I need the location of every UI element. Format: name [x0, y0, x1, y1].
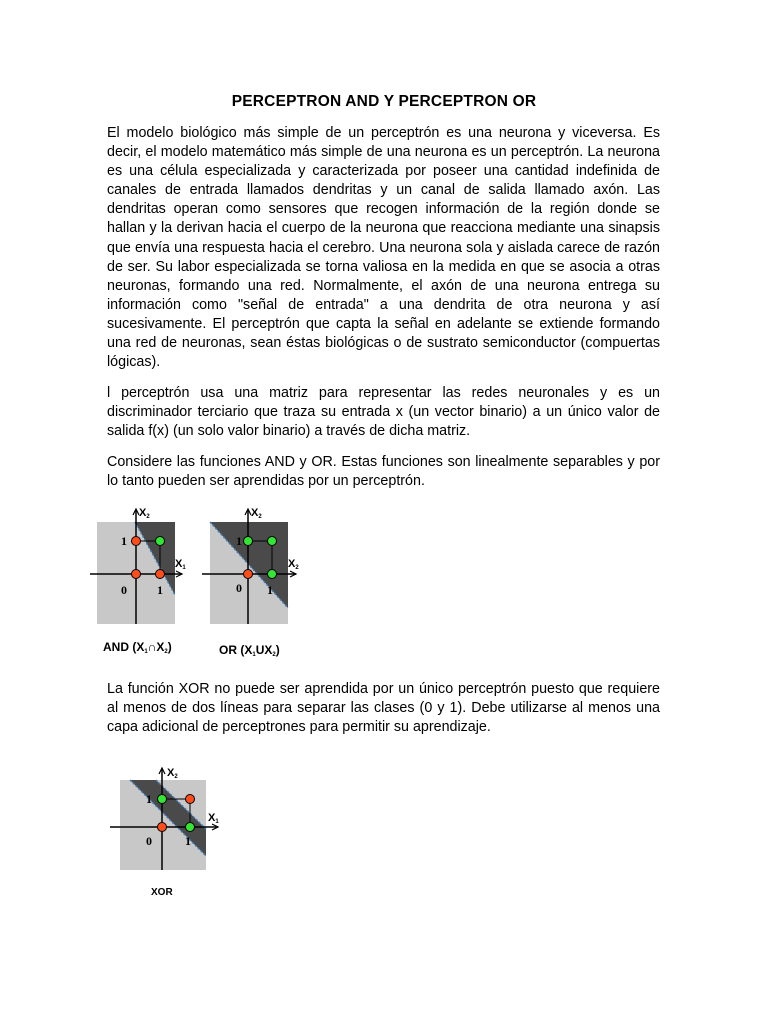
- point-0-1: [158, 795, 167, 804]
- paragraph-matrix: l perceptrón usa una matriz para representar las redes neuronales y es un discriminador terciario que traza su entrada x (un vector binario) a un único valor de salida f(x) (un solo valor binario) a través de dicha matriz.: [107, 385, 660, 440]
- page-title: PERCEPTRON AND Y PERCEPTRON OR: [231, 93, 537, 110]
- or-figure: [200, 505, 310, 665]
- tick-label-zero: 0: [121, 583, 127, 597]
- point-1-1: [186, 795, 195, 804]
- point-0-0: [158, 823, 167, 832]
- point-0-1: [132, 537, 141, 546]
- tick-label-x-one: 1: [185, 834, 191, 848]
- x-axis-label: X2: [288, 558, 299, 571]
- point-1-0: [268, 570, 277, 579]
- point-0-0: [244, 570, 253, 579]
- paragraph-xor: La función XOR no puede ser aprendida por un único perceptrón puesto que requiere al menos de dos líneas para separar las clases (0 y 1). Debe utilizarse al menos una capa adicional de perceptrones para permitir su aprendizaje.: [107, 681, 660, 736]
- or-caption: OR (X1UX2): [219, 643, 280, 658]
- point-1-1: [268, 537, 277, 546]
- x-axis-label: X1: [208, 812, 219, 825]
- point-1-1: [156, 537, 165, 546]
- xor-figure: [108, 765, 228, 905]
- x-axis-label: X1: [175, 558, 186, 571]
- tick-label-y-one: 1: [146, 792, 152, 806]
- tick-label-y-one: 1: [236, 534, 242, 548]
- paragraph-and-or: Considere las funciones AND y OR. Estas funciones son linealmente separables y por lo tanto pueden ser aprendidas por un perceptrón.: [107, 454, 660, 490]
- tick-label-zero: 0: [236, 581, 242, 595]
- point-1-0: [186, 823, 195, 832]
- xor-caption: XOR: [151, 887, 173, 898]
- tick-label-x-one: 1: [157, 583, 163, 597]
- point-0-1: [244, 537, 253, 546]
- paragraph-biological-model: El modelo biológico más simple de un perceptrón es una neurona y viceversa. Es decir, el modelo matemático más simple de una neurona es un perceptrón. La neurona es una célula especializada y caracterizada por poseer una cantidad indefinida de canales de entrada llamados dendritas y un canal de salida llamado axón. Las dendritas operan como sensores que recogen información de la región donde se hallan y la derivan hacia el cuerpo de la neurona que reacciona mediante una sinapsis que envía una respuesta hacia el cerebro. Una neurona sola y aislada carece de razón de ser. Su labor especializada se torna valiosa en la medida en que se asocia a otras neuronas, formando una red. Normalmente, el axón de una neurona entrega su información como "señal de entrada" a una dendrita de otra neurona y así sucesivamente. El perceptrón que capta la señal en adelante se extiende formando una red de neuronas, sean éstas biológicas o de sustrato semiconductor (compuertas lógicas).: [107, 125, 660, 371]
- y-axis-label: X2: [139, 507, 150, 520]
- point-0-0: [132, 570, 141, 579]
- tick-label-x-one: 1: [267, 583, 273, 597]
- tick-label-y-one: 1: [121, 534, 127, 548]
- and-caption: AND (X1∩X2): [103, 640, 172, 655]
- y-axis-label: X2: [167, 767, 178, 780]
- tick-label-zero: 0: [146, 834, 152, 848]
- y-axis-label: X2: [251, 507, 262, 520]
- and-figure: [90, 505, 200, 665]
- point-1-0: [156, 570, 165, 579]
